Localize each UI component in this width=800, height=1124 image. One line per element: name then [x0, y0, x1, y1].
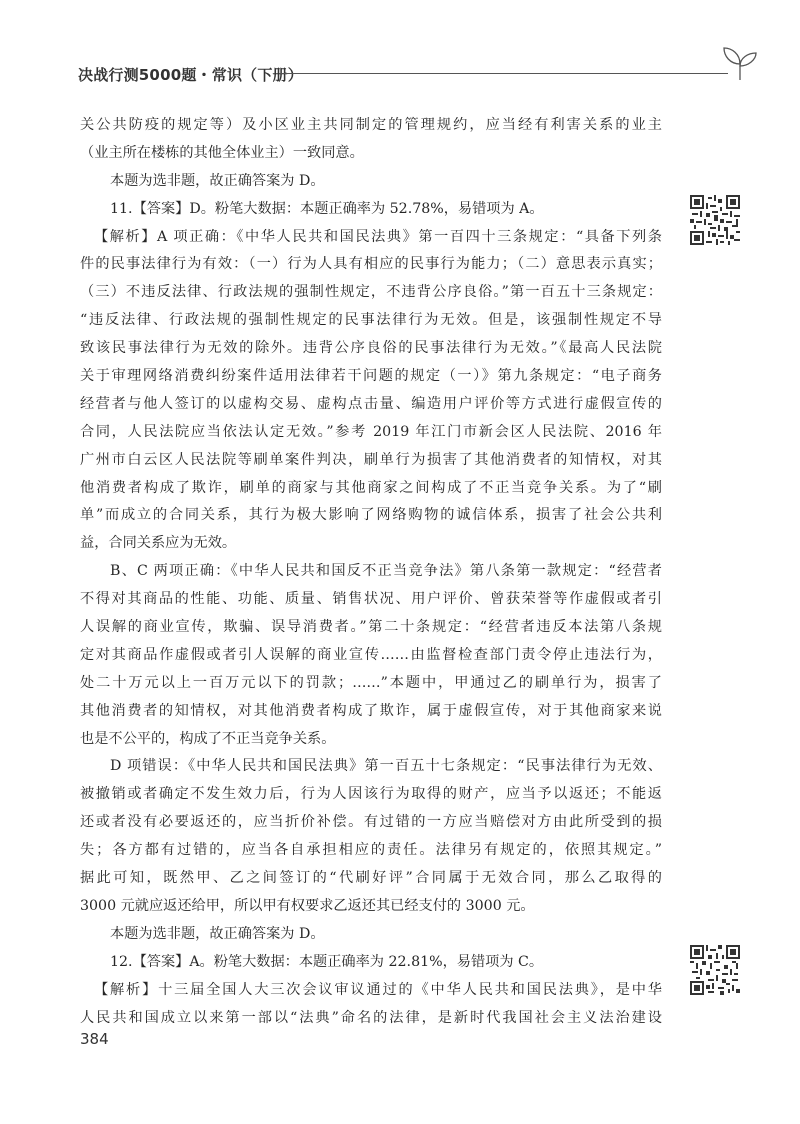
- text-line: 人民共和国成立以来第一部以“法典”命名的法律，是新时代我国社会主义法治建设: [80, 1009, 662, 1026]
- text-line: 其他消费者的知情权，对其他消费者构成了欺诈，属于虚假宣传，对于其他商家来说: [80, 702, 662, 719]
- text-line: 合同，人民法院应当依法认定无效。”参考 2019 年江门市新会区人民法院、2016 年: [80, 423, 662, 440]
- text-line: 还或者没有必要返还的，应当折价补偿。有过错的一方应当赔偿对方由此所受到的损: [80, 814, 662, 831]
- text-line: B、C 两项正确：《中华人民共和国反不正当竞争法》第八条第一款规定：“经营者: [110, 563, 662, 580]
- sprout-leaf-icon: [720, 44, 760, 82]
- text-line: 关于审理网络消费纠纷案件适用法律若干问题的规定（一）》第九条规定：“电子商务: [80, 368, 662, 385]
- text-line: （三）不违反法律、行政法规的强制性规定，不违背公序良俗。”第一百五十三条规定：: [80, 284, 662, 301]
- qr-code-icon[interactable]: [690, 195, 740, 245]
- text-line: 11.【答案】D。粉笔大数据：本题正确率为 52.78%，易错项为 A。: [110, 200, 544, 217]
- text-line: “违反法律、行政法规的强制性规定的民事法律行为无效。但是，该强制性规定不导: [80, 312, 662, 329]
- text-line: 人误解的商业宣传，欺骗、误导消费者。”第二十条规定：“经营者违反本法第八条规: [80, 619, 662, 636]
- text-line: 被撤销或者确定不发生效力后，行为人因该行为取得的财产，应当予以返还；不能返: [80, 786, 662, 803]
- text-line: 他消费者构成了欺诈，刷单的商家与其他商家之间构成了不正当竞争关系。为了“刷: [80, 479, 662, 496]
- text-line: 本题为选非题，故正确答案为 D。: [110, 172, 325, 189]
- text-line: 处二十万元以上一百万元以下的罚款；……”本题中，甲通过乙的刷单行为，损害了: [80, 674, 662, 691]
- text-line: 失；各方都有过错的，应当各自承担相应的责任。法律另有规定的，依照其规定。”: [80, 842, 662, 859]
- text-line: 据此可知，既然甲、乙之间签订的“代刷好评”合同属于无效合同，那么乙取得的: [80, 870, 662, 887]
- text-line: 益，合同关系应为无效。: [80, 535, 237, 552]
- header-rule: [280, 73, 728, 74]
- text-line: D 项错误：《中华人民共和国民法典》第一百五十七条规定：“民事法律行为无效、: [110, 758, 662, 775]
- text-line: 也是不公平的，构成了不正当竞争关系。: [80, 730, 336, 747]
- text-line: 关公共防疫的规定等）及小区业主共同制定的管理规约，应当经有利害关系的业主: [80, 117, 662, 133]
- text-line: 本题为选非题，故正确答案为 D。: [110, 925, 325, 942]
- text-line: 致该民事法律行为无效的除外。违背公序良俗的民事法律行为无效。”《最高人民法院: [80, 340, 662, 357]
- text-line: 【解析】十三届全国人大三次会议审议通过的《中华人民共和国民法典》，是中华: [94, 981, 662, 998]
- text-line: 不得对其商品的性能、功能、质量、销售状况、用户评价、曾获荣誉等作虚假或者引: [80, 591, 662, 608]
- qr-code-icon[interactable]: [690, 945, 740, 995]
- text-line: 3000 元就应返还给甲，所以甲有权要求乙返还其已经支付的 3000 元。: [80, 897, 535, 914]
- text-line: 件的民事法律行为有效：（一）行为人具有相应的民事行为能力；（二）意思表示真实；: [80, 256, 662, 273]
- text-line: 【解析】A 项正确：《中华人民共和国民法典》第一百四十三条规定：“具备下列条: [94, 228, 662, 245]
- text-line: （业主所在楼栋的其他全体业主）一致同意。: [80, 144, 364, 161]
- text-line: 经营者与他人签订的以虚构交易、虚构点击量、编造用户评价等方式进行虚假宣传的: [80, 395, 662, 412]
- text-line: 广州市白云区人民法院等刷单案件判决，刷单行为损害了其他消费者的知情权，对其: [80, 451, 662, 468]
- page-number: 384: [80, 1030, 109, 1048]
- text-line: 定对其商品作虚假或者引人误解的商业宣传……由监督检查部门责令停止违法行为，: [80, 646, 662, 663]
- text-line: 12.【答案】A。粉笔大数据：本题正确率为 22.81%，易错项为 C。: [110, 953, 544, 970]
- explanation-body: [80, 112, 662, 1032]
- running-header-title: 决战行测5000题・常识（下册）: [78, 66, 303, 84]
- text-line: 单”而成立的合同关系，其行为极大影响了网络购物的诚信体系，损害了社会公共利: [80, 507, 662, 524]
